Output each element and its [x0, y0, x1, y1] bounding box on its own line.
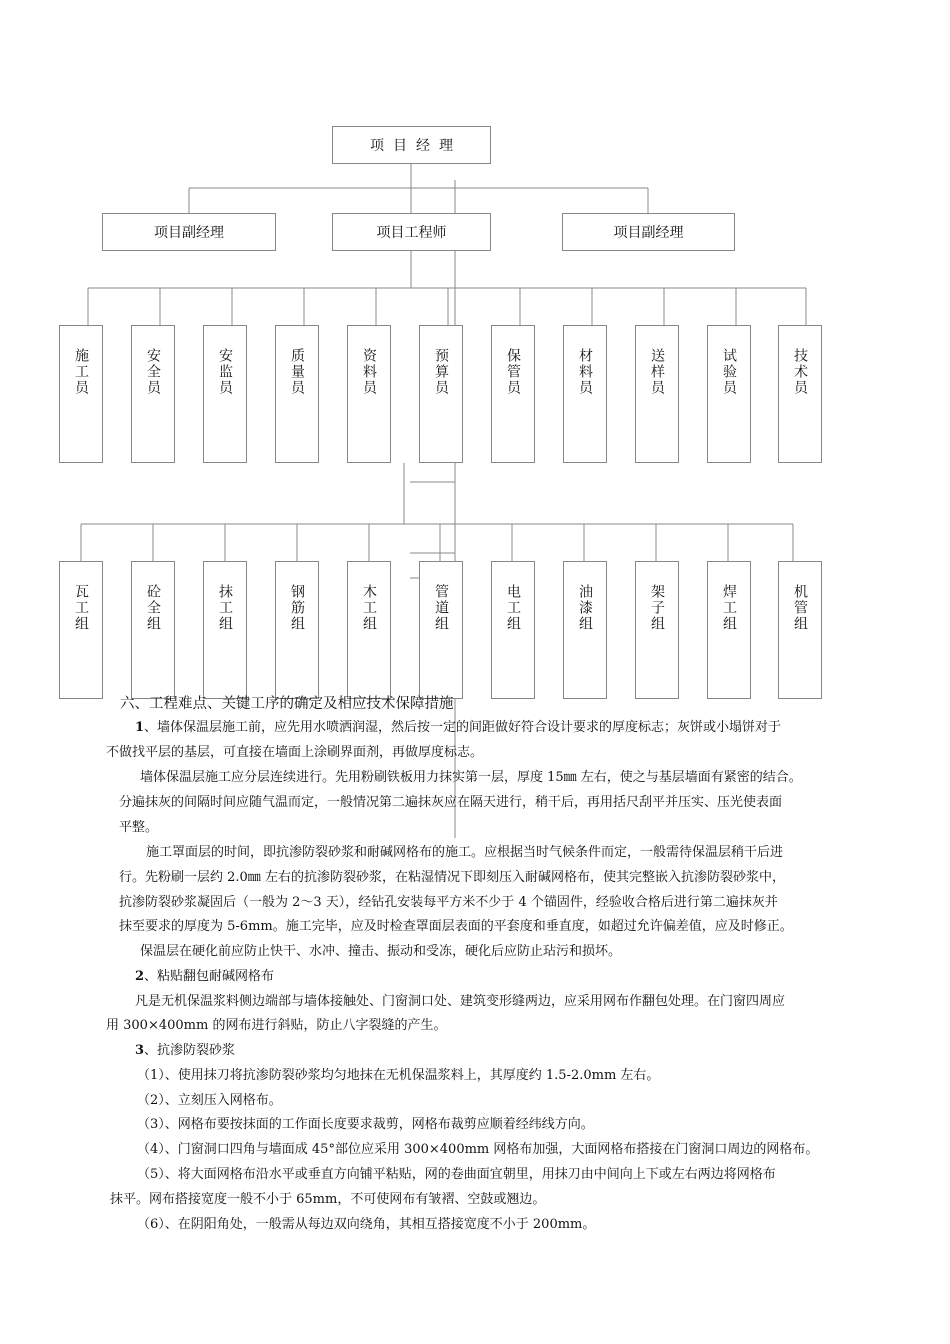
item3-title — [135, 1038, 235, 1064]
org-top-label: 项目经理 — [370, 138, 462, 154]
org-team-label: 油漆组 — [577, 584, 593, 632]
org-staff-box — [59, 325, 103, 463]
para3-line4: 抹至要求的厚度为 5-6mm。施工完毕，应及时检查罩面层表面的平套度和垂直度，如超过允许偏差值，应及时修正。 — [119, 919, 793, 934]
org-staff-box — [419, 325, 463, 463]
para3-line3: 抗渗防裂砂浆凝固后（一般为 2～3 天），经钻孔安装每平方米不少于 4 个锚固件，经验收合格后进行第二遍抹灰并 — [119, 895, 778, 910]
org-team-label: 机管组 — [792, 584, 808, 632]
org-staff-box — [563, 325, 607, 463]
org-team-label: 电工组 — [505, 584, 521, 632]
org-team-box — [419, 561, 463, 699]
org-staff-box — [635, 325, 679, 463]
org-team-box — [131, 561, 175, 699]
org-level2-label: 项目副经理 — [154, 225, 224, 241]
org-team-box — [778, 561, 822, 699]
org-staff-box — [778, 325, 822, 463]
org-team-label: 抹工组 — [217, 584, 233, 632]
org-team-label: 钢筋组 — [289, 584, 305, 632]
org-staff-label: 技术员 — [792, 348, 808, 396]
item2-number: 2 — [135, 969, 145, 984]
org-team-box — [347, 561, 391, 699]
org-staff-box — [275, 325, 319, 463]
org-staff-box — [347, 325, 391, 463]
org-staff-box — [707, 325, 751, 463]
item1-lead: 、墙体保温层施工前，应先用水喷洒润湿，然后按一定的间距做好符合设计要求的厚度标志；灰饼或小塌饼对于 — [144, 720, 782, 735]
org-staff-label: 试验员 — [721, 348, 737, 396]
org-team-label: 砼全组 — [145, 584, 161, 632]
step-2: （2）、立刻压入网格布。 — [137, 1093, 282, 1108]
para2-line3: 平整。 — [119, 820, 159, 835]
para3-line1: 施工罩面层的时间，即抗渗防裂砂浆和耐碱网格布的施工。应根据当时气候条件而定，一般需待保温层稍干后进 — [146, 845, 784, 860]
step-3: （3）、网格布要按抹面的工作面长度要求裁剪，网格布裁剪应顺着经纬线方向。 — [137, 1117, 594, 1132]
org-staff-box — [491, 325, 535, 463]
org-staff-label: 质量员 — [289, 348, 305, 396]
item1-line2: 不做找平层的基层，可直接在墙面上涂刷界面剂，再做厚度标志。 — [106, 745, 484, 760]
section-heading: 六、工程难点、关键工序的确定及相应技术保障措施 — [120, 696, 454, 712]
org-team-label: 瓦工组 — [73, 584, 89, 632]
step-5-line2: 抹平。网布搭接宽度一般不小于 65mm，不可使网布有皱褶、空鼓或翘边。 — [110, 1192, 546, 1207]
para5-line2: 用 300×400mm 的网布进行斜贴，防止八字裂缝的产生。 — [106, 1018, 447, 1033]
item3-title-text: 、抗渗防裂砂浆 — [144, 1043, 236, 1058]
org-team-box — [563, 561, 607, 699]
org-team-box — [707, 561, 751, 699]
org-team-label: 焊工组 — [721, 584, 737, 632]
org-team-box — [203, 561, 247, 699]
org-team-label: 木工组 — [361, 584, 377, 632]
org-staff-label: 安监员 — [217, 348, 233, 396]
org-level2-label: 项目工程师 — [376, 225, 447, 241]
org-staff-box — [131, 325, 175, 463]
org-team-box — [275, 561, 319, 699]
org-staff-label: 资料员 — [361, 348, 377, 396]
org-team-box — [59, 561, 103, 699]
para2-line2: 分遍抹灰的间隔时间应随气温而定，一般情况第二遍抹灰应在隔天进行，稍干后，再用括尺刮平并压实、压光使表面 — [119, 795, 783, 810]
org-level2-box — [332, 213, 491, 251]
item2-title — [135, 964, 274, 990]
org-staff-label: 保管员 — [505, 348, 521, 396]
step-5-line1: （5）、将大面网格布沿水平或垂直方向铺平粘贴，网的卷曲面宜朝里，用抹刀由中间向上下或左右两边将网格布 — [137, 1167, 776, 1182]
org-staff-label: 送样员 — [649, 348, 665, 396]
para5-line1: 凡是无机保温浆料侧边端部与墙体接触处、门窗洞口处、建筑变形缝两边，应采用网布作翻包处理。在门窗四周应 — [135, 994, 786, 1009]
step-6: （6）、在阴阳角处，一般需从每边双向绕角，其相互搭接宽度不小于 200mm。 — [137, 1217, 596, 1232]
org-level2-label: 项目副经理 — [613, 225, 684, 241]
org-team-label: 管道组 — [433, 584, 449, 632]
org-team-label: 架子组 — [649, 584, 665, 632]
org-staff-box — [203, 325, 247, 463]
para2-line1: 墙体保温层施工应分层连续进行。先用粉刷铁板用力抹实第一层，厚度 15㎜ 左右，使之与基层墙面有紧密的结合。 — [140, 770, 802, 785]
org-staff-label: 施工员 — [73, 348, 89, 396]
step-4: （4）、门窗洞口四角与墙面成 45°部位应采用 300×400mm 网格布加强，大面网格布搭接在门窗洞口周边的网格布。 — [137, 1142, 819, 1157]
org-staff-label: 材料员 — [577, 348, 593, 396]
org-level2-box — [562, 213, 735, 251]
org-staff-label: 安全员 — [145, 348, 161, 396]
org-staff-label: 预算员 — [433, 348, 449, 396]
org-team-box — [635, 561, 679, 699]
step-1: （1）、使用抹刀将抗渗防裂砂浆均匀地抹在无机保温浆料上，其厚度约 1.5-2.0mm 左右。 — [137, 1068, 660, 1083]
item2-title-text: 、粘贴翻包耐碱网格布 — [144, 969, 275, 984]
item3-number: 3 — [135, 1043, 145, 1058]
org-team-box — [491, 561, 535, 699]
item1-line1 — [135, 715, 781, 741]
para4: 保温层在硬化前应防止快干、水冲、撞击、振动和受冻，硬化后应防止玷污和损坏。 — [140, 944, 622, 959]
org-top-box — [332, 126, 491, 164]
item1-number: 1 — [135, 720, 145, 735]
para3-line2: 行。先粉刷一层约 2.0㎜ 左右的抗渗防裂砂浆，在粘湿情况下即刻压入耐碱网格布，使其完整嵌入抗渗防裂砂浆中， — [119, 870, 785, 885]
org-level2-box — [102, 213, 276, 251]
